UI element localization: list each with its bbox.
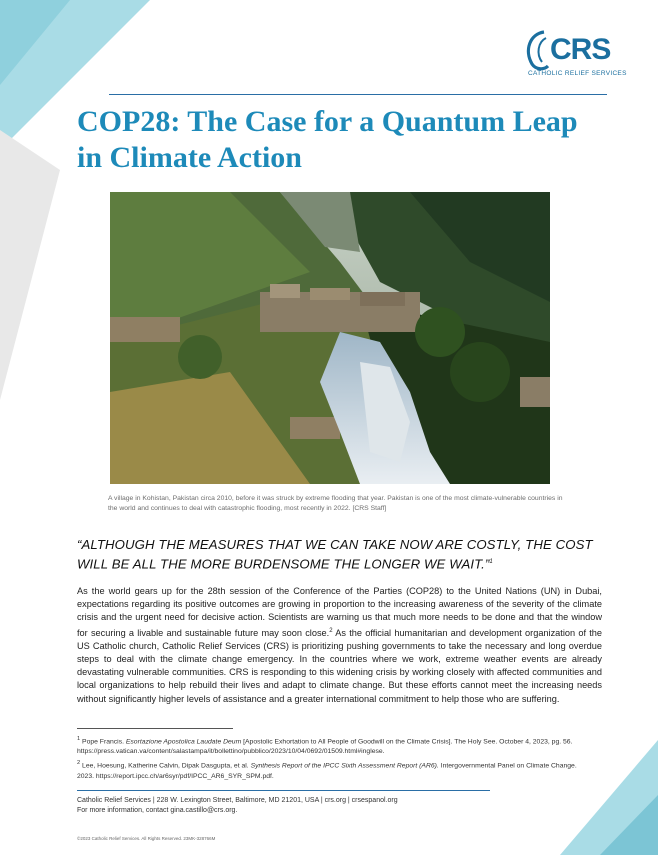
logo-subtitle: CATHOLIC RELIEF SERVICES <box>528 70 627 77</box>
footnote-1-author: Pope Francis. <box>80 738 126 746</box>
page-title: COP28: The Case for a Quantum Leap in Climate Action <box>77 105 578 174</box>
footnote-2-author: Lee, Hoesung, Katherine Calvin, Dipak Dasgupta, et al. <box>80 762 251 770</box>
footer-address: Catholic Relief Services | 228 W. Lexington Street, Baltimore, MD 21201, USA | crs.org | crsespanol.org <box>77 797 398 804</box>
pull-quote <box>77 537 607 572</box>
body-text <box>77 585 602 706</box>
body-part-1: As the world gears up for the 28th session of the Conference of the Parties (COP28) to the United Nations (UN) in Dubai, expectations regarding its positive outcomes are growing in proportion to the increasing awareness of the severity of the climate crisis and the urgent need for decisive action. Scientists are warning us that much more needs to be done and that the window for securing a livable and sustainable future may soon close. <box>77 586 602 638</box>
footnotes <box>77 734 577 783</box>
footnote-rule <box>77 728 233 729</box>
footnote-1-details: [Apostolic Exhortation to All People of Goodwill on the Climate Crisis]. The Holy See. October 4, 2023, pg. 56. https://press.vatican.va/content/salastampa/it/bollettino/pubblico/2023/10/04/0692/01509.html#inglese. <box>77 738 573 756</box>
footnote-2-title: Synthesis Report of the IPCC Sixth Assessment Report (AR6). <box>250 762 439 770</box>
body-paragraph <box>77 585 602 706</box>
footnote-2-number: 2 <box>77 760 81 767</box>
copyright-notice: ©2023 Catholic Relief Services. All Rights Reserved. 23MK-328766M <box>77 836 216 841</box>
body-part-2: As the official humanitarian and development organization of the US Catholic church, Catholic Relief Services (CRS) is prioritizing pushing governments to take the necessary and long overdue steps to deal with the climate change emergency. In the countries where we work, extreme weather events are already devastating vulnerable communities. CRS is responding to this widening crisis by working closely with affected communities and local organizations to help rebuild their lives and adapt to climate change. But these efforts cannot meet the increasing needs without significantly higher levels of assistance and a greater international commitment to help those who are suffering. <box>77 627 602 704</box>
body-footnote-ref: 2 <box>329 627 333 634</box>
pull-quote-text: “ALTHOUGH THE MEASURES THAT WE CAN TAKE NOW ARE COSTLY, THE COST WILL BE ALL THE MORE BURDENSOME THE LONGER WE WAIT.” <box>77 537 593 571</box>
photo-caption: A village in Kohistan, Pakistan circa 2010, before it was struck by extreme flooding that year. Pakistan is one of the most climate-vulnerable countries in the world and continues to deal with catastrophic flooding, most recently in 2022. [CRS Staff] <box>108 495 563 512</box>
kohistan-village-photo <box>110 192 550 484</box>
footnote-2-details: Intergovernmental Panel on Climate Change. 2023. https://report.ipcc.ch/ar6syr/pdf/IPCC_AR6_SYR_SPM.pdf. <box>77 762 577 780</box>
footer <box>77 796 527 816</box>
footnote-1-title: Esortazione Apostolica Laudate Deum <box>125 738 242 746</box>
corner-decoration-left <box>0 130 70 410</box>
footnote-2 <box>77 758 577 781</box>
pull-quote-footnote-ref: 1 <box>489 558 493 565</box>
footer-contact: For more information, contact gina.castillo@crs.org. <box>77 807 238 814</box>
crs-logo <box>522 28 627 88</box>
footnote-1-number: 1 <box>77 736 81 742</box>
footer-rule <box>77 790 490 791</box>
logo-wordmark: CRS <box>550 33 611 66</box>
footnote-1 <box>77 734 577 757</box>
header-rule <box>109 94 607 95</box>
